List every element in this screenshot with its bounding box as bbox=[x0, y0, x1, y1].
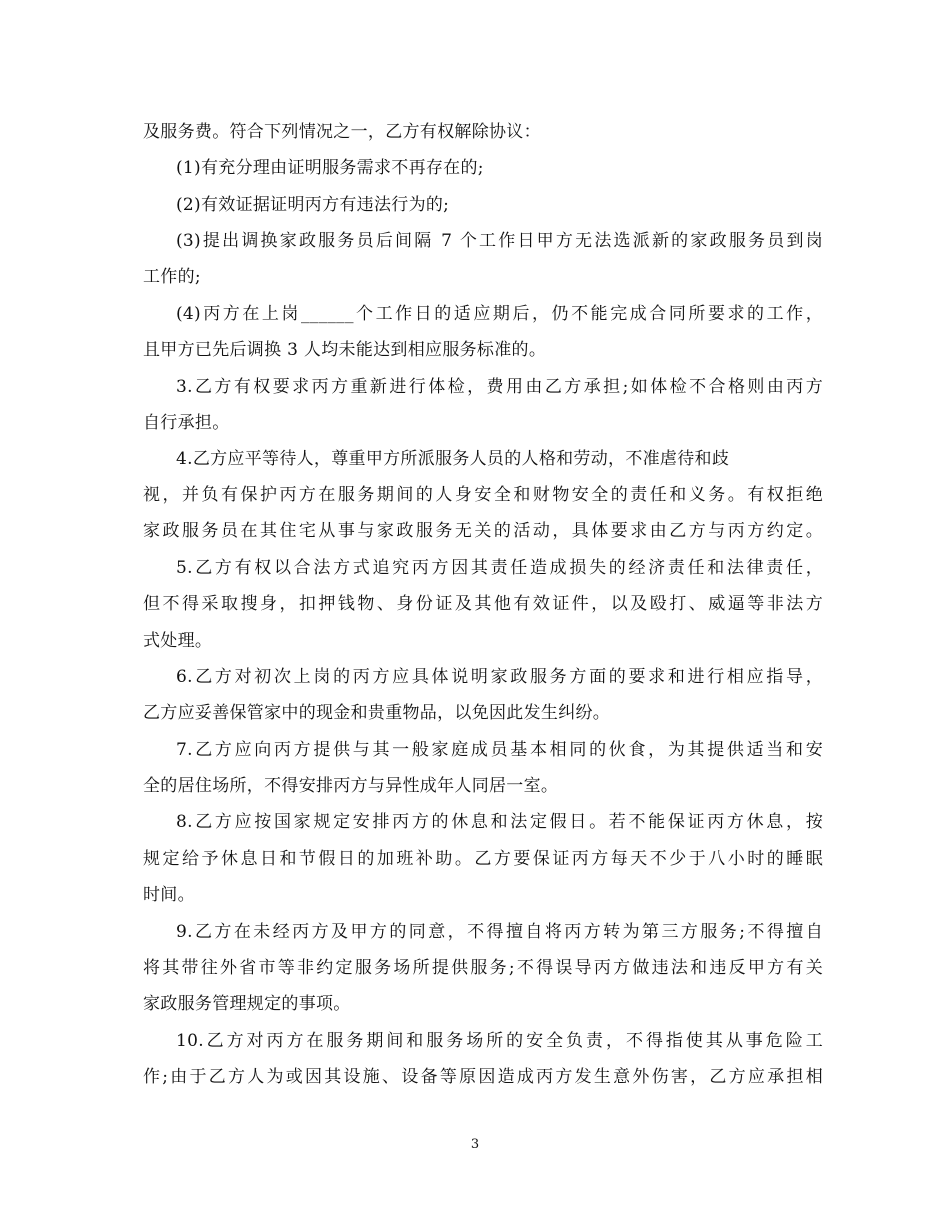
text-line: 5.乙方有权以合法方式追究丙方因其责任造成损失的经济责任和法律责任， bbox=[176, 558, 823, 578]
text-line: 全的居住场所，不得安排丙方与异性成年人同居一室。 bbox=[143, 776, 559, 796]
text-line: 但不得采取搜身，扣押钱物、身份证及其他有效证件，以及殴打、威逼等非法方 bbox=[143, 594, 823, 614]
text-line: 10.乙方对丙方在服务期间和服务场所的安全负责，不得指使其从事危险工 bbox=[176, 1031, 823, 1051]
text-line: 作;由于乙方人为或因其设施、设备等原因造成丙方发生意外伤害，乙方应承担相 bbox=[143, 1067, 823, 1087]
text-line: 家政服务员在其住宅从事与家政服务无关的活动，具体要求由乙方与丙方约定。 bbox=[143, 521, 823, 541]
text-line: (4)丙方在上岗______个工作日的适应期后，仍不能完成合同所要求的工作， bbox=[176, 304, 823, 324]
text-line: 3.乙方有权要求丙方重新进行体检，费用由乙方承担;如体检不合格则由丙方 bbox=[176, 377, 823, 397]
text-line: 9.乙方在未经丙方及甲方的同意，不得擅自将丙方转为第三方服务;不得擅自 bbox=[176, 922, 823, 942]
text-line: 及服务费。符合下列情况之一，乙方有权解除协议： bbox=[143, 122, 541, 142]
text-line: 7.乙方应向丙方提供与其一般家庭成员基本相同的伙食，为其提供适当和安 bbox=[176, 740, 823, 760]
text-line: (3)提出调换家政服务员后间隔 7 个工作日甲方无法选派新的家政服务员到岗 bbox=[176, 231, 823, 251]
text-line: 乙方应妥善保管家中的现金和贵重物品，以免因此发生纠纷。 bbox=[143, 703, 611, 723]
text-line: 将其带往外省市等非约定服务场所提供服务;不得误导丙方做违法和违反甲方有关 bbox=[143, 958, 823, 978]
text-line: 式处理。 bbox=[143, 631, 213, 651]
text-line: (1)有充分理由证明服务需求不再存在的; bbox=[176, 158, 484, 178]
text-line: (2)有效证据证明丙方有违法行为的; bbox=[176, 195, 450, 215]
page-number: 3 bbox=[470, 1137, 480, 1152]
text-line: 且甲方已先后调换 3 人均未能达到相应服务标准的。 bbox=[143, 340, 547, 360]
text-line: 4.乙方应平等待人，尊重甲方所派服务人员的人格和劳动，不准虐待和歧 bbox=[176, 449, 730, 469]
text-line: 工作的; bbox=[143, 267, 201, 287]
text-line: 8.乙方应按国家规定安排丙方的休息和法定假日。若不能保证丙方休息，按 bbox=[176, 812, 823, 832]
text-line: 家政服务管理规定的事项。 bbox=[143, 994, 351, 1014]
text-line: 规定给予休息日和节假日的加班补助。乙方要保证丙方每天不少于八小时的睡眠 bbox=[143, 849, 823, 869]
text-line: 时间。 bbox=[143, 885, 195, 905]
text-line: 视，并负有保护丙方在服务期间的人身安全和财物安全的责任和义务。有权拒绝 bbox=[143, 485, 823, 505]
text-line: 6.乙方对初次上岗的丙方应具体说明家政服务方面的要求和进行相应指导， bbox=[176, 667, 823, 687]
text-line: 自行承担。 bbox=[143, 413, 230, 433]
